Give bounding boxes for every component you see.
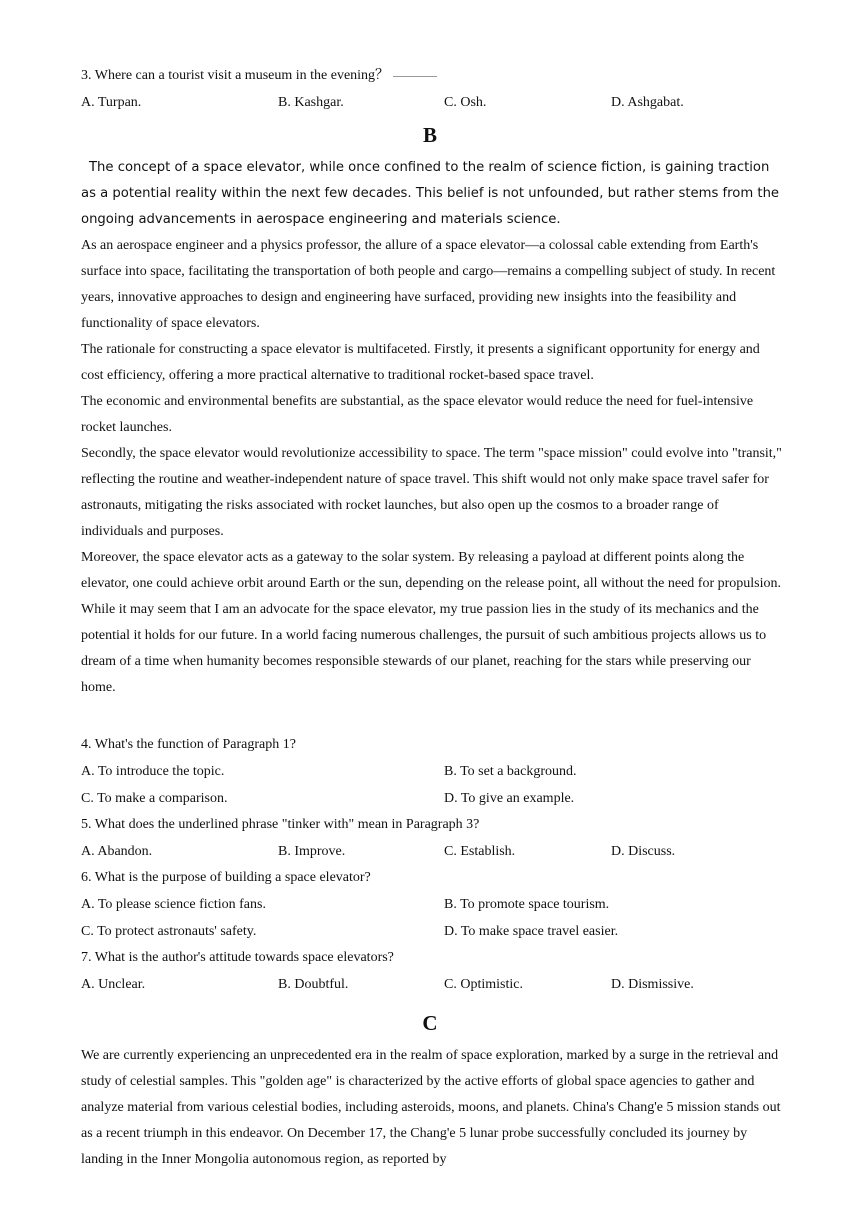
- passage-paragraph: Secondly, the space elevator would revolutionize accessibility to space. The term "space mission" could evolve into "transit," reflecting the routine and weather-independent nature of space travel. This shift would not only make space travel safer for astronauts, mitigating the risks associated with rocket launches, but also open up the cosmos to a broader range of individuals and purposes.: [81, 446, 782, 539]
- option-c: C. To protect astronauts' safety.: [81, 924, 257, 939]
- passage-paragraph: The economic and environmental benefits are substantial, as the space elevator would reduce the need for fuel-intensive rocket launches.: [81, 394, 754, 435]
- question-7-options: [81, 971, 781, 998]
- option-d: D. Ashgabat.: [611, 95, 684, 110]
- section-c-heading: C: [422, 1011, 438, 1035]
- option-d: D. Dismissive.: [611, 977, 694, 992]
- question-3-stem: 3. Where can a tourist visit a museum in the evening？: [81, 63, 781, 89]
- question-6-options: [81, 918, 781, 945]
- option-a: A. Unclear.: [81, 977, 146, 992]
- option-c: C. Optimistic.: [444, 977, 523, 992]
- option-b: B. Improve.: [278, 844, 346, 859]
- question-5-stem: 5. What does the underlined phrase "tinker with" mean in Paragraph 3?: [81, 817, 480, 832]
- option-c: C. To make a comparison.: [81, 791, 228, 806]
- question-4-options: [81, 785, 781, 812]
- option-c: C. Osh.: [444, 95, 487, 110]
- passage-intro: The concept of a space elevator, while once confined to the realm of science fiction, is gaining traction as a potential reality within the next few decades. This belief is not unfounded, but rather stems from the ongoing advancements in aerospace engineering and materials science.: [81, 160, 780, 227]
- section-c-passage: [81, 1043, 781, 1173]
- option-d: D. Discuss.: [611, 844, 676, 859]
- option-b: B. To set a background.: [444, 764, 577, 779]
- option-a: A. To introduce the topic.: [81, 764, 225, 779]
- passage-paragraph: While it may seem that I am an advocate for the space elevator, my true passion lies in the study of its mechanics and the potential it holds for our future. In a world facing numerous challenges, the pursuit of such ambitious projects allows us to dream of a time when humanity becomes responsible stewards of our planet, reaching for the stars while preserving our home.: [81, 602, 767, 695]
- answer-blank: [393, 74, 437, 77]
- option-d: D. To make space travel easier.: [444, 924, 619, 939]
- option-b: B. Kashgar.: [278, 95, 344, 110]
- question-3-options: [81, 89, 781, 116]
- question-6-stem: 6. What is the purpose of building a space elevator?: [81, 870, 371, 885]
- question-7-stem: 7. What is the author's attitude towards space elevators?: [81, 950, 394, 965]
- question-4-options: [81, 758, 781, 785]
- passage-paragraph: As an aerospace engineer and a physics professor, the allure of a space elevator—a colossal cable extending from Earth's surface into space, facilitating the transportation of both people and cargo—remains a compelling subject of study. In recent years, innovative approaches to design and engineering have surfaced, providing new insights into the feasibility and functionality of space elevators.: [81, 238, 776, 331]
- option-d: D. To give an example.: [444, 791, 575, 806]
- question-6-options: [81, 891, 781, 918]
- questions-4-7: [81, 732, 781, 998]
- question-5-options: [81, 838, 781, 865]
- question-3: [81, 63, 781, 116]
- section-b-passage: [81, 155, 783, 701]
- option-a: A. To please science fiction fans.: [81, 897, 266, 912]
- question-4-stem: 4. What's the function of Paragraph 1?: [81, 737, 296, 752]
- option-b: B. To promote space tourism.: [444, 897, 610, 912]
- passage-paragraph: The rationale for constructing a space elevator is multifaceted. Firstly, it presents a significant opportunity for energy and cost efficiency, offering a more practical alternative to traditional rocket-based space travel.: [81, 342, 760, 383]
- passage-paragraph: We are currently experiencing an unprecedented era in the realm of space exploration, marked by a surge in the retrieval and study of celestial samples. This "golden age" is characterized by the active efforts of global space agencies to gather and analyze material from various celestial bodies, including asteroids, moons, and planets. China's Chang'e 5 mission stands out as a recent triumph in this endeavor. On December 17, the Chang'e 5 lunar probe successfully concluded its journey by landing in the Inner Mongolia autonomous region, as reported by: [81, 1048, 781, 1167]
- option-c: C. Establish.: [444, 844, 516, 859]
- option-b: B. Doubtful.: [278, 977, 349, 992]
- option-a: A. Abandon.: [81, 844, 153, 859]
- section-b-heading: B: [422, 123, 437, 147]
- option-a: A. Turpan.: [81, 95, 142, 110]
- passage-paragraph: Moreover, the space elevator acts as a gateway to the solar system. By releasing a payload at different points along the elevator, one could achieve orbit around Earth or the sun, depending on the release point, all without the need for propulsion.: [81, 550, 782, 591]
